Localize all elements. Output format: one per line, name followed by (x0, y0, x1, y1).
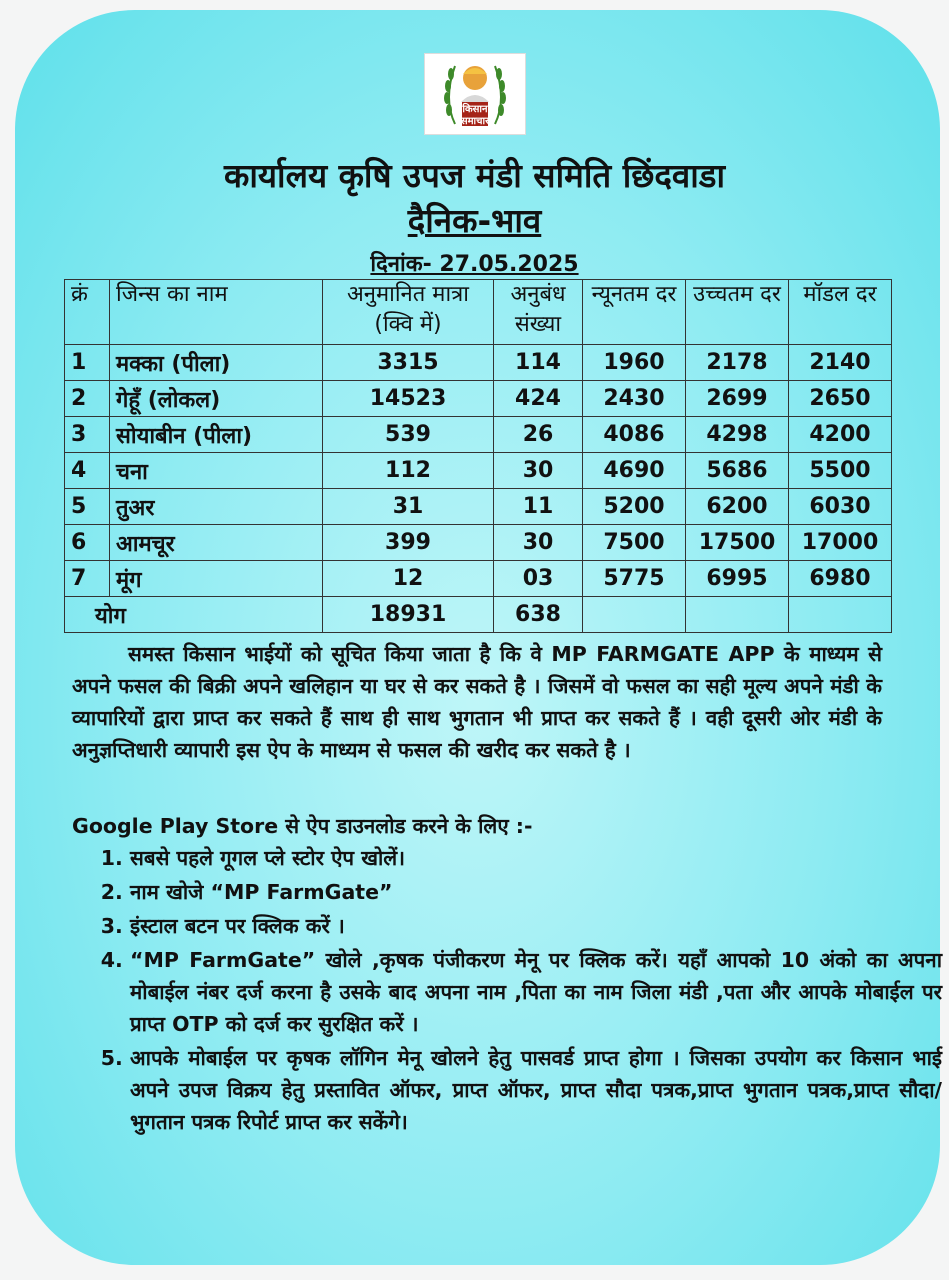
cell-count: 03 (494, 561, 583, 597)
total-count: 638 (494, 597, 583, 633)
page-title: कार्यालय कृषि उपज मंडी समिति छिंदवाडा (224, 156, 725, 195)
header-count: अनुबंध संख्या (494, 280, 583, 345)
table-row (65, 417, 892, 453)
cell-name: गेहूँ (लोकल) (110, 381, 323, 417)
instruction-step: 4. “MP FarmGate” खोले ,कृषक पंजीकरण मेनू पर क्लिक करें। यहाँ आपको 10 अंको का अपना मोबाईल नंबर दर्ज करना है उसके बाद अपना नाम ,पिता का नाम जिला मंडी ,पता और आपके मोबाईल पर प्राप्त OTP को दर्ज कर सुरक्षित करें । (130, 944, 942, 1040)
cell-sn: 2 (65, 381, 110, 417)
cell-max: 17500 (686, 525, 789, 561)
total-label: योग (65, 597, 323, 633)
table-row (65, 489, 892, 525)
instruction-step: 5. आपके मोबाईल पर कृषक लॉगिन मेनू खोलने हेतु पासवर्ड प्राप्त होगा । जिसका उपयोग कर किसान भाई अपने उपज विक्रय हेतु प्रस्तावित ऑफर, प्राप्त ऑफर, प्राप्त सौदा पत्रक,प्राप्त भुगतान पत्रक,प्राप्त सौदा/भुगतान पत्रक रिपोर्ट प्राप्त कर सकेंगे। (130, 1042, 942, 1138)
report-date: दिनांक- 27.05.2025 (370, 252, 579, 277)
cell-modal: 2140 (789, 345, 892, 381)
cell-count: 114 (494, 345, 583, 381)
table-row (65, 525, 892, 561)
cell-count: 30 (494, 453, 583, 489)
table-total-row (65, 597, 892, 633)
notice-paragraph: समस्त किसान भाईयों को सूचित किया जाता है कि वे MP FARMGATE APP के माध्यम से अपने फसल की बिक्री अपने खलिहान या घर से कर सकते है । जिसमें वो फसल का सही मूल्य अपने मंडी के व्यापारियों द्वारा प्राप्त कर सकते हैं साथ ही साथ भुगतान भी प्राप्त कर सकते हैं । वही दूसरी ओर मंडी के अनुज्ञप्तिधारी व्यापारी इस ऐप के माध्यम से फसल की खरीद कर सकते है । (72, 642, 882, 762)
total-empty-modal (789, 597, 892, 633)
cell-min: 1960 (583, 345, 686, 381)
cell-max: 6200 (686, 489, 789, 525)
cell-qty: 14523 (323, 381, 494, 417)
cell-count: 11 (494, 489, 583, 525)
cell-name: मक्का (पीला) (110, 345, 323, 381)
header-sn: क्रं (65, 280, 110, 345)
cell-max: 5686 (686, 453, 789, 489)
table-row (65, 381, 892, 417)
cell-name: तुअर (110, 489, 323, 525)
cell-name: आमचूर (110, 525, 323, 561)
cell-qty: 399 (323, 525, 494, 561)
cell-min: 4690 (583, 453, 686, 489)
cell-modal: 6030 (789, 489, 892, 525)
cell-qty: 31 (323, 489, 494, 525)
table-row (65, 561, 892, 597)
cell-modal: 5500 (789, 453, 892, 489)
cell-name: मूंग (110, 561, 323, 597)
cell-sn: 1 (65, 345, 110, 381)
instructions-heading: Google Play Store से ऐप डाउनलोड करने के लिए :- (72, 814, 533, 838)
cell-max: 4298 (686, 417, 789, 453)
cell-count: 30 (494, 525, 583, 561)
header-max: उच्चतम दर (686, 280, 789, 345)
table-row (65, 345, 892, 381)
cell-min: 5775 (583, 561, 686, 597)
cell-sn: 6 (65, 525, 110, 561)
cell-min: 5200 (583, 489, 686, 525)
cell-qty: 3315 (323, 345, 494, 381)
logo-text-line2: समाचार (460, 116, 490, 127)
cell-sn: 3 (65, 417, 110, 453)
instruction-step: 3. इंस्टाल बटन पर क्लिक करें । (130, 910, 942, 942)
cell-min: 7500 (583, 525, 686, 561)
header-name: जिन्स का नाम (110, 280, 323, 345)
kisan-samachar-logo (424, 53, 526, 135)
header-modal: मॉडल दर (789, 280, 892, 345)
cell-min: 2430 (583, 381, 686, 417)
cell-sn: 7 (65, 561, 110, 597)
table-row (65, 453, 892, 489)
page-subtitle: दैनिक-भाव (407, 201, 542, 240)
total-empty-max (686, 597, 789, 633)
cell-sn: 5 (65, 489, 110, 525)
instruction-step: 1. सबसे पहले गूगल प्ले स्टोर ऐप खोलें। (130, 842, 942, 874)
cell-qty: 539 (323, 417, 494, 453)
cell-count: 26 (494, 417, 583, 453)
cell-modal: 2650 (789, 381, 892, 417)
table-header-row (65, 280, 892, 345)
rates-table (64, 279, 892, 633)
cell-modal: 4200 (789, 417, 892, 453)
cell-name: सोयाबीन (पीला) (110, 417, 323, 453)
total-qty: 18931 (323, 597, 494, 633)
cell-min: 4086 (583, 417, 686, 453)
header-min: न्यूनतम दर (583, 280, 686, 345)
cell-qty: 12 (323, 561, 494, 597)
cell-sn: 4 (65, 453, 110, 489)
cell-count: 424 (494, 381, 583, 417)
header-qty: अनुमानित मात्रा (क्वि में) (323, 280, 494, 345)
cell-name: चना (110, 453, 323, 489)
instructions-list (72, 842, 942, 1140)
cell-modal: 6980 (789, 561, 892, 597)
logo-text-line1: किसान (462, 104, 488, 115)
cell-modal: 17000 (789, 525, 892, 561)
cell-qty: 112 (323, 453, 494, 489)
instruction-step: 2. नाम खोजे “MP FarmGate” (130, 876, 942, 908)
cell-max: 6995 (686, 561, 789, 597)
cell-max: 2699 (686, 381, 789, 417)
cell-max: 2178 (686, 345, 789, 381)
total-empty-min (583, 597, 686, 633)
